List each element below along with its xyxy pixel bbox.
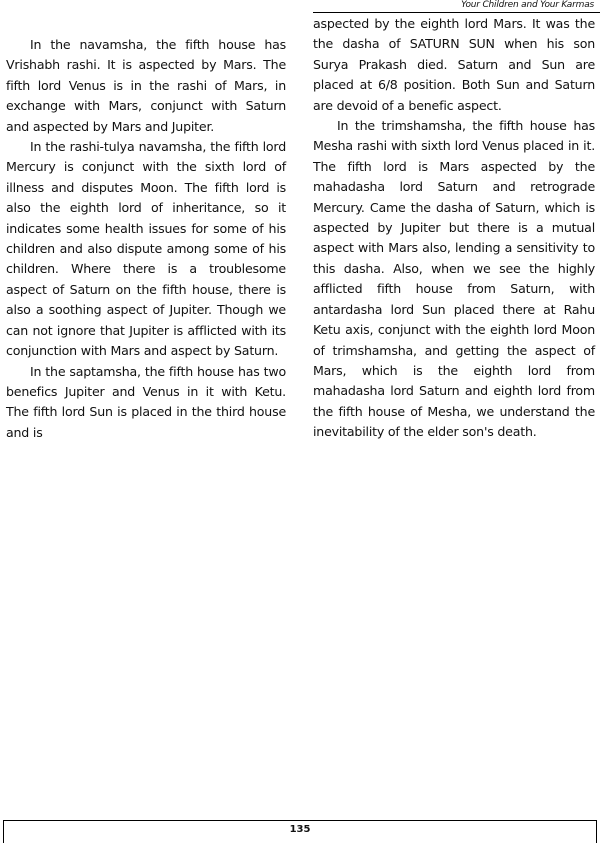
paragraph-trimshamsha: In the trimshamsha, the fifth house has Mesha rashi with sixth lord Venus placed in it. The fifth lord is Mars aspected by the mahadasha lord Saturn and retrograde Mercury. Came the dasha of Saturn, which is aspected by Jupiter but there is a mutual aspect with Mars also, lending a sensitivity to this dasha. Also, when we see the highly afflicted fifth house from Saturn, with antardasha lord Sun placed there at Rahu Ketu axis, conjunct with the eighth lord Moon of trimshamsha, and getting the aspect of Mars, which is the eighth lord from mahadasha lord Saturn and eighth lord from the fifth house of Mesha, we understand the inevitability of the elder son's death. — [313, 118, 595, 440]
running-header: Your Children and Your Karmas — [461, 0, 594, 10]
right-column — [313, 0, 595, 443]
paragraph-navamsha: In the navamsha, the fifth house has Vrishabh rashi. It is aspected by Mars. The fifth lord Venus is in the rashi of Mars, in exchange with Mars, conjunct with Saturn and aspected by Mars and Jupiter. — [6, 37, 286, 134]
left-column — [6, 35, 286, 443]
paragraph-continuation: aspected by the eighth lord Mars. It was the the dasha of SATURN SUN when his son Surya Prakash died. Saturn and Sun are placed at 6/8 position. Both Sun and Saturn are devoid of a benefic aspect. — [313, 16, 595, 113]
page-number: 135 — [289, 824, 311, 835]
paragraph-saptamsha: In the saptamsha, the fifth house has two benefics Jupiter and Venus in it with Ketu. The fifth lord Sun is placed in the third house and is — [6, 363, 286, 440]
paragraph-rashi-tulya: In the rashi-tulya navamsha, the fifth lord Mercury is conjunct with the sixth lord of illness and disputes Moon. The fifth lord is also the eighth lord of inheritance, so it indicates some health issues for some of his children and also dispute among some of his children. Where there is a troublesome aspect of Saturn on the fifth house, there is also a soothing aspect of Jupiter. Though we can not ignore that Jupiter is afflicted with its conjunction with Mars and aspect by Saturn. — [6, 139, 286, 359]
